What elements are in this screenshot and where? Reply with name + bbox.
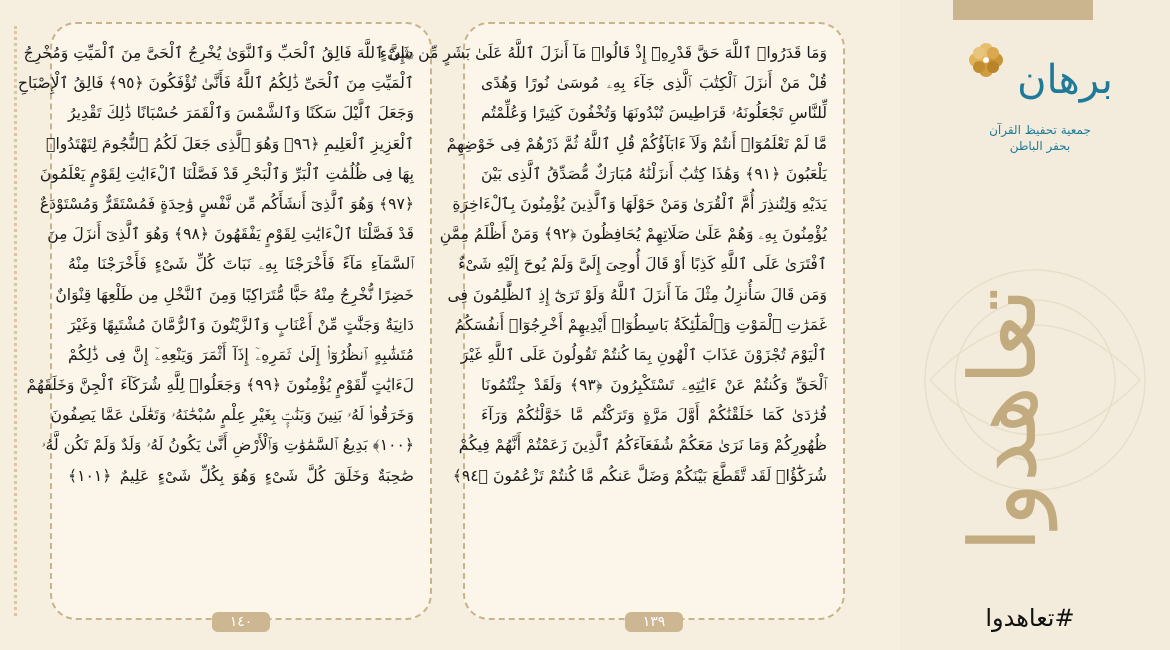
page-text [17,38,414,491]
brand-panel [900,0,1170,650]
decorative-gold-bar [953,0,1093,20]
text-line: ظُهُورِكُمْ وَمَا نَرَىٰ مَعَكُمْ شُفَعَآءَكُمُ ٱلَّذِينَ زَعَمْتُمْ أَنَّهُمْ فِيكُمْ [458,436,827,455]
text-line: لَءَايَٰتٍ لِّقَوْمٍ يُؤْمِنُونَ ﴿٩٩﴾ وَجَعَلُوا۟ لِلَّهِ شُرَكَآءَ ٱلْجِنَّ وَخَلَقَهُمْ [26,376,414,395]
logo-wordmark: برهان [1017,57,1113,103]
text-line: قُلْ مَنْ أَنزَلَ ٱلْكِتَٰبَ ٱلَّذِى جَآءَ بِهِۦ مُوسَىٰ نُورًا وَهُدًى [481,74,827,93]
decorative-calligraphy [910,170,1160,590]
text-line: ٱلْحَقِّ وَكُنتُمْ عَنْ ءَايَٰتِهِۦ تَسْتَكْبِرُونَ ﴿٩٣﴾ وَلَقَدْ جِئْتُمُونَا [481,376,827,395]
rosette-icon [969,43,1003,77]
org-name-line-2: بحفر الباطن [1009,139,1071,153]
text-line: يُؤْمِنُونَ بِهِۦ وَهُمْ عَلَىٰ صَلَاتِهِمْ يُحَافِظُونَ ﴿٩٢﴾ وَمَنْ أَظْلَمُ مِمَّنِ [439,225,827,244]
text-line: يَلْعَبُونَ ﴿٩١﴾ وَهَٰذَا كِتَٰبٌ أَنزَلْنَٰهُ مُبَارَكٌ مُّصَدِّقُ ٱلَّذِى بَيْنَ [481,164,827,183]
text-line: صَٰحِبَةٌ وَخَلَقَ كُلَّ شَىْءٍ وَهُوَ بِكُلِّ شَىْءٍ عَلِيمٌ ﴿١٠١﴾ [68,466,414,485]
text-line: وَمَا قَدَرُوا۟ ٱللَّهَ حَقَّ قَدْرِهِۦٓ إِذْ قَالُوا۟ مَآ أَنزَلَ ٱللَّهُ عَلَىٰ بَشَرٍ مِّن شَىْءٍ [379,44,827,62]
text-line: ﴿٩٧﴾ وَهُوَ ٱلَّذِىٓ أَنشَأَكُم مِّن نَّفْسٍ وَٰحِدَةٍ فَمُسْتَقَرٌّ وَمُسْتَوْدَعٌ [39,194,414,213]
page-number: ١٣٩ [625,612,683,632]
outer-page-edge [14,26,23,616]
text-line: مَّا لَمْ تَعْلَمُوٓا۟ أَنتُمْ وَلَآ ءَابَآؤُكُمْ قُلِ ٱللَّهُ ثُمَّ ذَرْهُمْ فِى خَوْضِهِمْ [446,134,827,153]
text-line: لِّلنَّاسِ تَجْعَلُونَهُۥ قَرَاطِيسَ تُبْدُونَهَا وَتُخْفُونَ كَثِيرًا وَعُلِّمْتُم [481,104,827,123]
text-line: وَجَعَلَ ٱلَّيْلَ سَكَنًا وَٱلشَّمْسَ وَٱلْقَمَرَ حُسْبَانًا ذَٰلِكَ تَقْدِيرُ [68,104,414,123]
text-line: خَضِرًا نُّخْرِجُ مِنْهُ حَبًّا مُّتَرَاكِبًا وَمِنَ ٱلنَّخْلِ مِن طَلْعِهَا قِنْوَانٌ [55,285,414,304]
text-line: شُرَكَٰٓؤُا۟ لَقَد تَّقَطَّعَ بَيْنَكُمْ وَضَلَّ عَنكُم مَّا كُنتُمْ تَزْعُمُونَ ﴿٩٤﴾ [452,466,827,485]
text-line: غَمَرَٰتِ ٱلْمَوْتِ وَٱلْمَلَٰٓئِكَةُ بَاسِطُوٓا۟ أَيْدِيهِمْ أَخْرِجُوٓا۟ أَنفُسَكُمُ [454,315,827,334]
text-line: فُرَٰدَىٰ كَمَا خَلَقْنَٰكُمْ أَوَّلَ مَرَّةٍ وَتَرَكْتُم مَّا خَوَّلْنَٰكُمْ وَرَآءَ [481,406,827,425]
page-number: ١٤٠ [212,612,270,632]
text-line: ٱلسَّمَآءِ مَآءً فَأَخْرَجْنَا بِهِۦ نَبَاتَ كُلِّ شَىْءٍ فَأَخْرَجْنَا مِنْهُ [68,255,414,274]
hashtag-label: #تعاهدوا [985,604,1075,632]
text-line: قَدْ فَصَّلْنَا ٱلْءَايَٰتِ لِقَوْمٍ يَفْقَهُونَ ﴿٩٨﴾ وَهُوَ ٱلَّذِىٓ أَنزَلَ مِنَ [47,225,414,244]
text-line: وَخَرَقُوا۟ لَهُۥ بَنِينَ وَبَنَٰتٍۭ بِغَيْرِ عِلْمٍ سُبْحَٰنَهُۥ وَتَعَٰلَىٰ عَمَّا يَصِفُونَ [50,406,414,425]
text-line: يَدَيْهِ وَلِتُنذِرَ أُمَّ ٱلْقُرَىٰ وَمَنْ حَوْلَهَا وَٱلَّذِينَ يُؤْمِنُونَ بِٱلْءَاخِرَةِ [452,194,827,213]
text-line: ٱلْمَيِّتِ مِنَ ٱلْحَىِّ ذَٰلِكُمُ ٱللَّهُ فَأَنَّىٰ تُؤْفَكُونَ ﴿٩٥﴾ فَالِقُ ٱلْإِصْبَاحِ [17,74,414,93]
organization-name [960,122,1120,154]
text-line: ٱفْتَرَىٰ عَلَى ٱللَّهِ كَذِبًا أَوْ قَالَ أُوحِىَ إِلَىَّ وَلَمْ يُوحَ إِلَيْهِ شَىْءٌ [458,255,827,274]
text-line: ٱلْعَزِيزِ ٱلْعَلِيمِ ﴿٩٦﴾ وَهُوَ ٱلَّذِى جَعَلَ لَكُمُ ٱلنُّجُومَ لِتَهْتَدُوا۟ [46,134,414,153]
page-text [379,38,827,491]
burhan-logo [970,38,1113,118]
quran-page-139 [379,22,845,630]
text-line: ٱلْيَوْمَ تُجْزَوْنَ عَذَابَ ٱلْهُونِ بِمَا كُنتُمْ تَقُولُونَ عَلَى ٱللَّهِ غَيْرَ [460,345,827,364]
text-line: ۞إِنَّ ٱللَّهَ فَالِقُ ٱلْحَبِّ وَٱلنَّوَىٰ يُخْرِجُ ٱلْحَىَّ مِنَ ٱلْمَيِّتِ وَمُخْرِجُ [23,44,414,62]
text-line: وَمَن قَالَ سَأُنزِلُ مِثْلَ مَآ أَنزَلَ ٱللَّهُ وَلَوْ تَرَىٰٓ إِذِ ٱلظَّٰلِمُونَ فِى [447,285,827,304]
quran-page-140 [17,22,432,630]
text-line: بِهَا فِى ظُلُمَٰتِ ٱلْبَرِّ وَٱلْبَحْرِ قَدْ فَصَّلْنَا ٱلْءَايَٰتِ لِقَوْمٍ يَعْلَمُونَ [39,164,414,183]
calligraphy-title: تعاهدوا [950,287,1057,553]
text-line: دَانِيَةٌ وَجَنَّٰتٍ مِّنْ أَعْنَابٍ وَٱلزَّيْتُونَ وَٱلرُّمَّانَ مُشْتَبِهًا وَغَيْرَ [68,315,414,334]
text-line: مُتَشَٰبِهٍ ٱنظُرُوٓا۟ إِلَىٰ ثَمَرِهِۦٓ إِذَآ أَثْمَرَ وَيَنْعِهِۦٓ إِنَّ فِى ذَٰلِكُمْ [68,345,414,364]
text-line: ﴿١٠٠﴾ بَدِيعُ ٱلسَّمَٰوَٰتِ وَٱلْأَرْضِ أَنَّىٰ يَكُونُ لَهُۥ وَلَدٌ وَلَمْ تَكُن لَّهُۥ [41,436,414,455]
org-name-line-1: جمعية تحفيظ القرآن [989,123,1091,137]
